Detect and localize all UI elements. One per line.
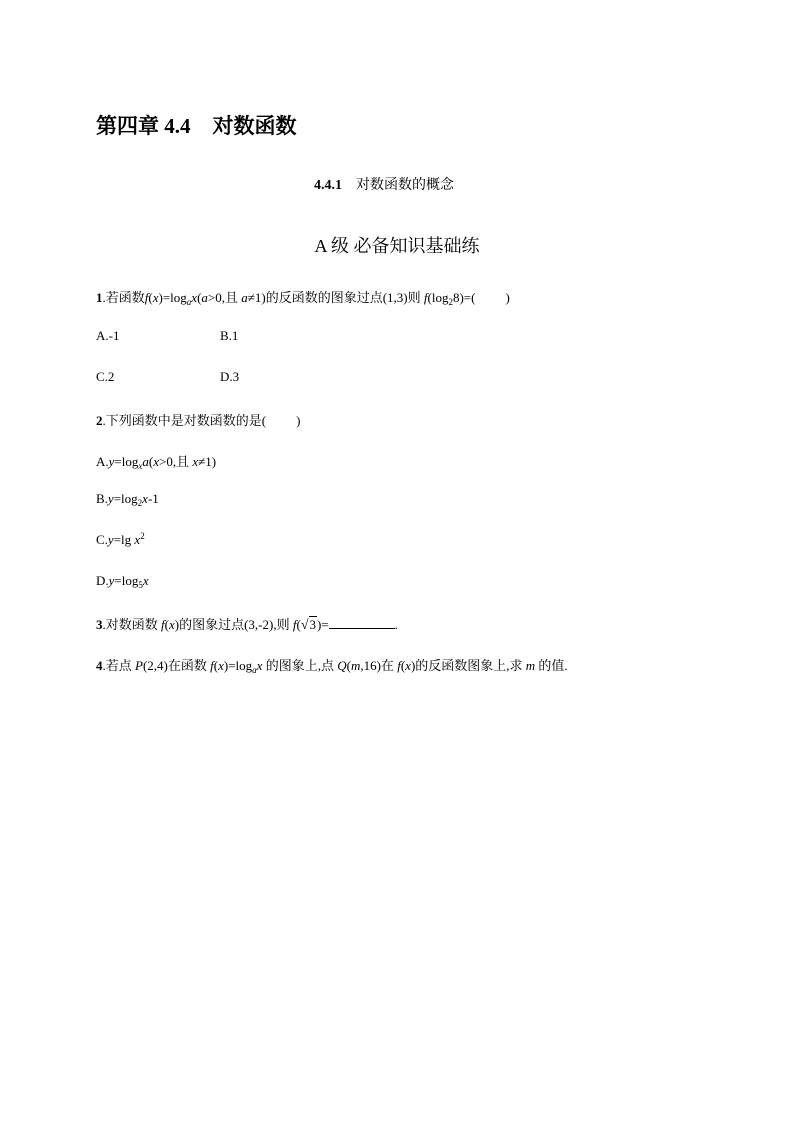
question-4: 4.若点 P(2,4)在函数 $f(x)=\log_ax$ 的图象上,点 Q(m,16)在 f(x)的反函数图象上,求 m 的值. [96,658,568,675]
option-a: A.-1 [96,328,120,343]
question-number: 4 [96,658,103,673]
answer-blank [329,617,395,629]
section-heading [314,174,454,194]
q2-option-b: $B.y=\log_2x-1$ [96,491,159,508]
q2-option-d: $D.y=\log_5x$ [96,573,149,590]
question-number: 3 [96,617,103,632]
section-title: 对数函数的概念 [356,178,454,193]
chapter-number: 4.4 [164,114,191,138]
question-number: 2 [96,413,103,428]
question-number: 1 [96,290,103,305]
chapter-label: 第四章 [96,114,159,138]
question-2: 2.下列函数中是对数函数的是( ) [96,413,301,428]
q2-option-a: $A.y=\log_xa(x>0$,且 x≠1) [96,454,217,471]
option-b: B.1 [220,328,239,343]
q2-option-c: C.y=lg $x^2$ [96,531,145,547]
level-title: A 级 必备知识基础练 [314,236,480,256]
chapter-title: 对数函数 [212,114,297,138]
question-1: 1.若函数$f(x)=\log_ax(a>0$,且 a≠1)的反函数的图象过点(1,3)则 $f(\log_28)=$( ) [96,290,510,307]
chapter-heading [96,110,297,140]
sqrt-symbol: √3 [300,617,316,633]
question-3: 3.对数函数 f(x)的图象过点(3,-2),则 f(√3)= . [96,617,398,633]
section-number: 4.4.1 [314,178,342,193]
option-c: C.2 [96,369,115,384]
option-d: D.3 [220,369,240,384]
